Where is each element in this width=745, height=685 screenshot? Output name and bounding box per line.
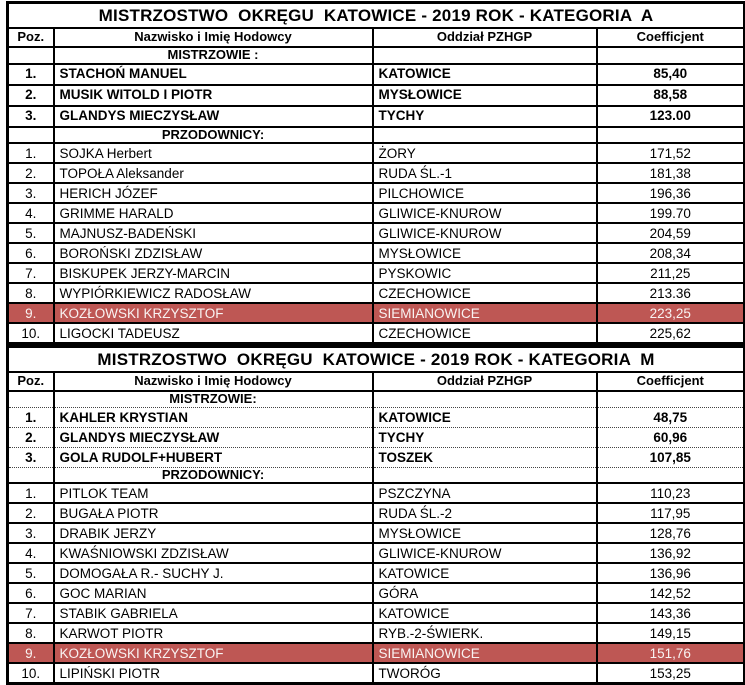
column-header-row — [8, 28, 745, 47]
name-cell: GLANDYS MIECZYSŁAW — [54, 106, 373, 127]
poz-cell: 2. — [8, 85, 54, 106]
empty-cell — [597, 391, 745, 407]
coeff-cell: 128,76 — [597, 523, 745, 543]
name-cell: BUGAŁA PIOTR — [54, 503, 373, 523]
name-cell: TOPOŁA Aleksander — [54, 163, 373, 183]
name-cell: KAHLER KRYSTIAN — [54, 407, 373, 427]
oddzial-cell: MYSŁOWICE — [373, 523, 597, 543]
poz-cell: 9. — [8, 303, 54, 323]
oddzial-cell: GLIWICE-KNUROW — [373, 203, 597, 223]
table-row — [8, 283, 745, 303]
coeff-cell: 223,25 — [597, 303, 745, 323]
oddzial-cell: CZECHOWICE — [373, 283, 597, 303]
coeff-cell: 60,96 — [597, 427, 745, 447]
table-row — [8, 143, 745, 163]
table-title-row — [8, 3, 745, 29]
table-title-row — [8, 347, 745, 373]
poz-cell: 6. — [8, 583, 54, 603]
oddzial-cell: KATOWICE — [373, 563, 597, 583]
empty-cell — [597, 467, 745, 483]
coeff-cell: 225,62 — [597, 323, 745, 344]
empty-cell — [8, 127, 54, 144]
name-cell: GOC MARIAN — [54, 583, 373, 603]
coeff-cell: 208,34 — [597, 243, 745, 263]
poz-cell: 2. — [8, 503, 54, 523]
poz-cell: 5. — [8, 223, 54, 243]
highlighted-row — [8, 643, 745, 663]
poz-cell: 7. — [8, 603, 54, 623]
empty-cell — [373, 391, 597, 407]
name-cell: DOMOGAŁA R.- SUCHY J. — [54, 563, 373, 583]
oddzial-cell: PILCHOWICE — [373, 183, 597, 203]
coeff-cell: 151,76 — [597, 643, 745, 663]
table-row — [8, 483, 745, 503]
name-cell: LIPIŃSKI PIOTR — [54, 663, 373, 684]
empty-cell — [373, 467, 597, 483]
coeff-cell: 199.70 — [597, 203, 745, 223]
table-row — [8, 203, 745, 223]
poz-cell: 7. — [8, 263, 54, 283]
table-row — [8, 183, 745, 203]
poz-cell: 10. — [8, 663, 54, 684]
highlighted-row — [8, 303, 745, 323]
column-header-row — [8, 372, 745, 391]
table-row — [8, 447, 745, 467]
poz-cell: 10. — [8, 323, 54, 344]
column-header-oddzial: Oddział PZHGP — [373, 372, 597, 391]
column-header-poz: Poz. — [8, 28, 54, 47]
table-row — [8, 663, 745, 684]
oddzial-cell: CZECHOWICE — [373, 323, 597, 344]
coeff-cell: 85,40 — [597, 64, 745, 85]
name-cell: KARWOT PIOTR — [54, 623, 373, 643]
section-label-mistrzowie: MISTRZOWIE : — [54, 47, 373, 64]
table-row — [8, 85, 745, 106]
poz-cell: 6. — [8, 243, 54, 263]
poz-cell: 1. — [8, 407, 54, 427]
section-label-mistrzowie: MISTRZOWIE: — [54, 391, 373, 407]
name-cell: BISKUPEK JERZY-MARCIN — [54, 263, 373, 283]
coeff-cell: 142,52 — [597, 583, 745, 603]
oddzial-cell: TWORÓG — [373, 663, 597, 684]
oddzial-cell: KATOWICE — [373, 64, 597, 85]
empty-cell — [8, 47, 54, 64]
section-label-row — [8, 391, 745, 407]
column-header-oddzial: Oddział PZHGP — [373, 28, 597, 47]
table-row — [8, 106, 745, 127]
coeff-cell: 149,15 — [597, 623, 745, 643]
table-row — [8, 623, 745, 643]
table-row — [8, 223, 745, 243]
poz-cell: 8. — [8, 623, 54, 643]
oddzial-cell: MYSŁOWICE — [373, 85, 597, 106]
name-cell: SOJKA Herbert — [54, 143, 373, 163]
poz-cell: 8. — [8, 283, 54, 303]
coeff-cell: 117,95 — [597, 503, 745, 523]
table-row — [8, 503, 745, 523]
oddzial-cell: MYSŁOWICE — [373, 243, 597, 263]
name-cell: KOZŁOWSKI KRZYSZTOF — [54, 643, 373, 663]
poz-cell: 4. — [8, 543, 54, 563]
table-row — [8, 407, 745, 427]
oddzial-cell: ŻORY — [373, 143, 597, 163]
empty-cell — [373, 127, 597, 144]
table-title: MISTRZOSTWO OKRĘGU KATOWICE - 2019 ROK - KATEGORIA A — [8, 3, 745, 29]
name-cell: STACHOŃ MANUEL — [54, 64, 373, 85]
coeff-cell: 136,92 — [597, 543, 745, 563]
empty-cell — [597, 47, 745, 64]
category-m-table — [6, 345, 745, 685]
name-cell: KWAŚNIOWSKI ZDZISŁAW — [54, 543, 373, 563]
column-header-poz: Poz. — [8, 372, 54, 391]
poz-cell: 3. — [8, 447, 54, 467]
section-label-row — [8, 47, 745, 64]
oddzial-cell: KATOWICE — [373, 603, 597, 623]
coeff-cell: 196,36 — [597, 183, 745, 203]
oddzial-cell: TYCHY — [373, 427, 597, 447]
table-row — [8, 523, 745, 543]
name-cell: GOLA RUDOLF+HUBERT — [54, 447, 373, 467]
section-label-row — [8, 467, 745, 483]
poz-cell: 2. — [8, 163, 54, 183]
name-cell: GRIMME HARALD — [54, 203, 373, 223]
oddzial-cell: GLIWICE-KNUROW — [373, 543, 597, 563]
coeff-cell: 171,52 — [597, 143, 745, 163]
name-cell: MAJNUSZ-BADEŃSKI — [54, 223, 373, 243]
poz-cell: 3. — [8, 183, 54, 203]
poz-cell: 9. — [8, 643, 54, 663]
table-row — [8, 603, 745, 623]
coeff-cell: 110,23 — [597, 483, 745, 503]
section-label-przodownicy: PRZODOWNICY: — [54, 467, 373, 483]
table-row — [8, 64, 745, 85]
empty-cell — [8, 391, 54, 407]
coeff-cell: 143,36 — [597, 603, 745, 623]
table-row — [8, 543, 745, 563]
coeff-cell: 88,58 — [597, 85, 745, 106]
empty-cell — [373, 47, 597, 64]
coeff-cell: 204,59 — [597, 223, 745, 243]
coeff-cell: 123.00 — [597, 106, 745, 127]
name-cell: WYPIÓRKIEWICZ RADOSŁAW — [54, 283, 373, 303]
coeff-cell: 181,38 — [597, 163, 745, 183]
column-header-coefficient: Coefficjent — [597, 28, 745, 47]
poz-cell: 1. — [8, 143, 54, 163]
coeff-cell: 213.36 — [597, 283, 745, 303]
empty-cell — [8, 467, 54, 483]
poz-cell: 3. — [8, 106, 54, 127]
name-cell: PITLOK TEAM — [54, 483, 373, 503]
table-row — [8, 323, 745, 344]
oddzial-cell: SIEMIANOWICE — [373, 643, 597, 663]
coeff-cell: 136,96 — [597, 563, 745, 583]
table-row — [8, 563, 745, 583]
coeff-cell: 48,75 — [597, 407, 745, 427]
table-row — [8, 583, 745, 603]
poz-cell: 1. — [8, 64, 54, 85]
category-a-table — [6, 1, 745, 345]
oddzial-cell: TYCHY — [373, 106, 597, 127]
table-row — [8, 263, 745, 283]
poz-cell: 3. — [8, 523, 54, 543]
name-cell: HERICH JÓZEF — [54, 183, 373, 203]
table-row — [8, 163, 745, 183]
name-cell: LIGOCKI TADEUSZ — [54, 323, 373, 344]
table-title: MISTRZOSTWO OKRĘGU KATOWICE - 2019 ROK - KATEGORIA M — [8, 347, 745, 373]
oddzial-cell: GLIWICE-KNUROW — [373, 223, 597, 243]
name-cell: GLANDYS MIECZYSŁAW — [54, 427, 373, 447]
oddzial-cell: SIEMIANOWICE — [373, 303, 597, 323]
name-cell: BOROŃSKI ZDZISŁAW — [54, 243, 373, 263]
oddzial-cell: KATOWICE — [373, 407, 597, 427]
coeff-cell: 107,85 — [597, 447, 745, 467]
coeff-cell: 153,25 — [597, 663, 745, 684]
name-cell: MUSIK WITOLD I PIOTR — [54, 85, 373, 106]
oddzial-cell: PYSKOWIC — [373, 263, 597, 283]
oddzial-cell: GÓRA — [373, 583, 597, 603]
poz-cell: 4. — [8, 203, 54, 223]
empty-cell — [597, 127, 745, 144]
oddzial-cell: TOSZEK — [373, 447, 597, 467]
name-cell: STABIK GABRIELA — [54, 603, 373, 623]
column-header-name: Nazwisko i Imię Hodowcy — [54, 372, 373, 391]
table-row — [8, 243, 745, 263]
coeff-cell: 211,25 — [597, 263, 745, 283]
oddzial-cell: RUDA ŚL.-1 — [373, 163, 597, 183]
name-cell: DRABIK JERZY — [54, 523, 373, 543]
section-label-row — [8, 127, 745, 144]
oddzial-cell: RUDA ŚL.-2 — [373, 503, 597, 523]
oddzial-cell: PSZCZYNA — [373, 483, 597, 503]
table-row — [8, 427, 745, 447]
column-header-coefficient: Coefficjent — [597, 372, 745, 391]
oddzial-cell: RYB.-2-ŚWIERK. — [373, 623, 597, 643]
name-cell: KOZŁOWSKI KRZYSZTOF — [54, 303, 373, 323]
poz-cell: 5. — [8, 563, 54, 583]
section-label-przodownicy: PRZODOWNICY: — [54, 127, 373, 144]
poz-cell: 2. — [8, 427, 54, 447]
poz-cell: 1. — [8, 483, 54, 503]
column-header-name: Nazwisko i Imię Hodowcy — [54, 28, 373, 47]
